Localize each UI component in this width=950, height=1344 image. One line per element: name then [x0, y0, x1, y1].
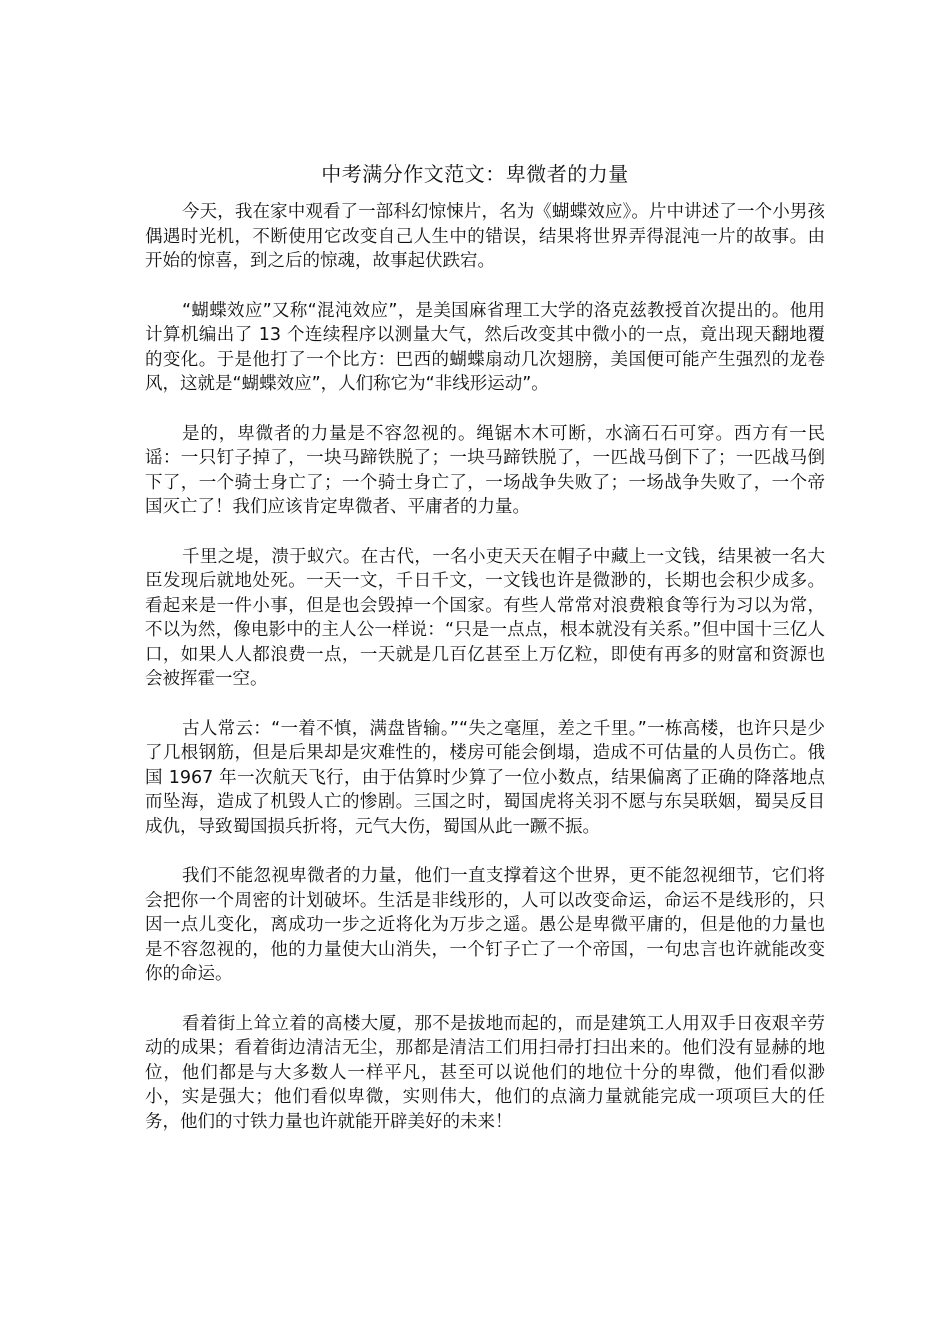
article-body — [145, 200, 825, 1159]
paragraph-6: 我们不能忽视卑微者的力量，他们一直支撑着这个世界，更不能忽视细节，它们将会把你一个周密的计划破坏。生活是非线形的，人可以改变命运，命运不是线形的，只因一点儿变化，离成功一步之近将化为万步之遥。愚公是卑微平庸的，但是他的力量也是不容忽视的，他的力量使大山消失，一个钉子亡了一个帝国，一句忠言也许就能改变你的命运。 — [145, 866, 825, 984]
paragraph-4: 千里之堤，溃于蚁穴。在古代，一名小吏天天在帽子中藏上一文钱，结果被一名大臣发现后就地处死。一天一文，千日千文，一文钱也许是微渺的，长期也会积少成多。看起来是一件小事，但是也会毁掉一个国家。有些人常常对浪费粮食等行为习以为常，不以为然，像电影中的主人公一样说：“只是一点点，根本就没有关系。”但中国十三亿人口，如果人人都浪费一点，一天就是几百亿甚至上万亿粒，即使有再多的财富和资源也会被挥霍一空。 — [145, 546, 825, 689]
paragraph-3: 是的，卑微者的力量是不容忽视的。绳锯木木可断，水滴石石可穿。西方有一民谣：一只钉子掉了，一块马蹄铁脱了；一块马蹄铁脱了，一匹战马倒下了；一匹战马倒下了，一个骑士身亡了；一个骑士身亡了，一场战争失败了；一场战争失败了，一个帝国灭亡了！我们应该肯定卑微者、平庸者的力量。 — [145, 423, 825, 517]
paragraph-2: “蝴蝶效应”又称“混沌效应”，是美国麻省理工大学的洛克兹教授首次提出的。他用计算机编出了 13 个连续程序以测量大气，然后改变其中微小的一点，竟出现天翻地覆的变化。于是他打了一个比方：巴西的蝴蝶扇动几次翅膀，美国便可能产生强烈的龙卷风，这就是“蝴蝶效应”，人们称它为“非线形运动”。 — [145, 300, 825, 394]
page-title: 中考满分作文范文：卑微者的力量 — [321, 162, 629, 186]
paragraph-5: 古人常云：“一着不慎，满盘皆输。”“失之毫厘，差之千里。”一栋高楼，也许只是少了几根钢筋，但是后果却是灾难性的，楼房可能会倒塌，造成不可估量的人员伤亡。俄国 1967 年一次航天飞行，由于估算时少算了一位小数点，结果偏离了正确的降落地点而坠海，造成了机毁人亡的惨剧。三国之时，蜀国虎将关羽不愿与东吴联姻，蜀吴反目成仇，导致蜀国损兵折将，元气大伤，蜀国从此一蹶不振。 — [145, 718, 825, 837]
paragraph-1: 今天，我在家中观看了一部科幻惊悚片，名为《蝴蝶效应》。片中讲述了一个小男孩偶遇时光机，不断使用它改变自己人生中的错误，结果将世界弄得混沌一片的故事。由开始的惊喜，到之后的惊魂，故事起伏跌宕。 — [145, 202, 825, 271]
paragraph-7: 看着街上耸立着的高楼大厦，那不是拔地而起的，而是建筑工人用双手日夜艰辛劳动的成果；看着街边清洁无尘，那都是清洁工们用扫帚打扫出来的。他们没有显赫的地位，他们都是与大多数人一样平凡，甚至可以说他们的地位十分的卑微，他们看似渺小，实是强大；他们看似卑微，实则伟大，他们的点滴力量就能完成一项项巨大的任务，他们的寸铁力量也许就能开辟美好的未来！ — [145, 1013, 825, 1132]
